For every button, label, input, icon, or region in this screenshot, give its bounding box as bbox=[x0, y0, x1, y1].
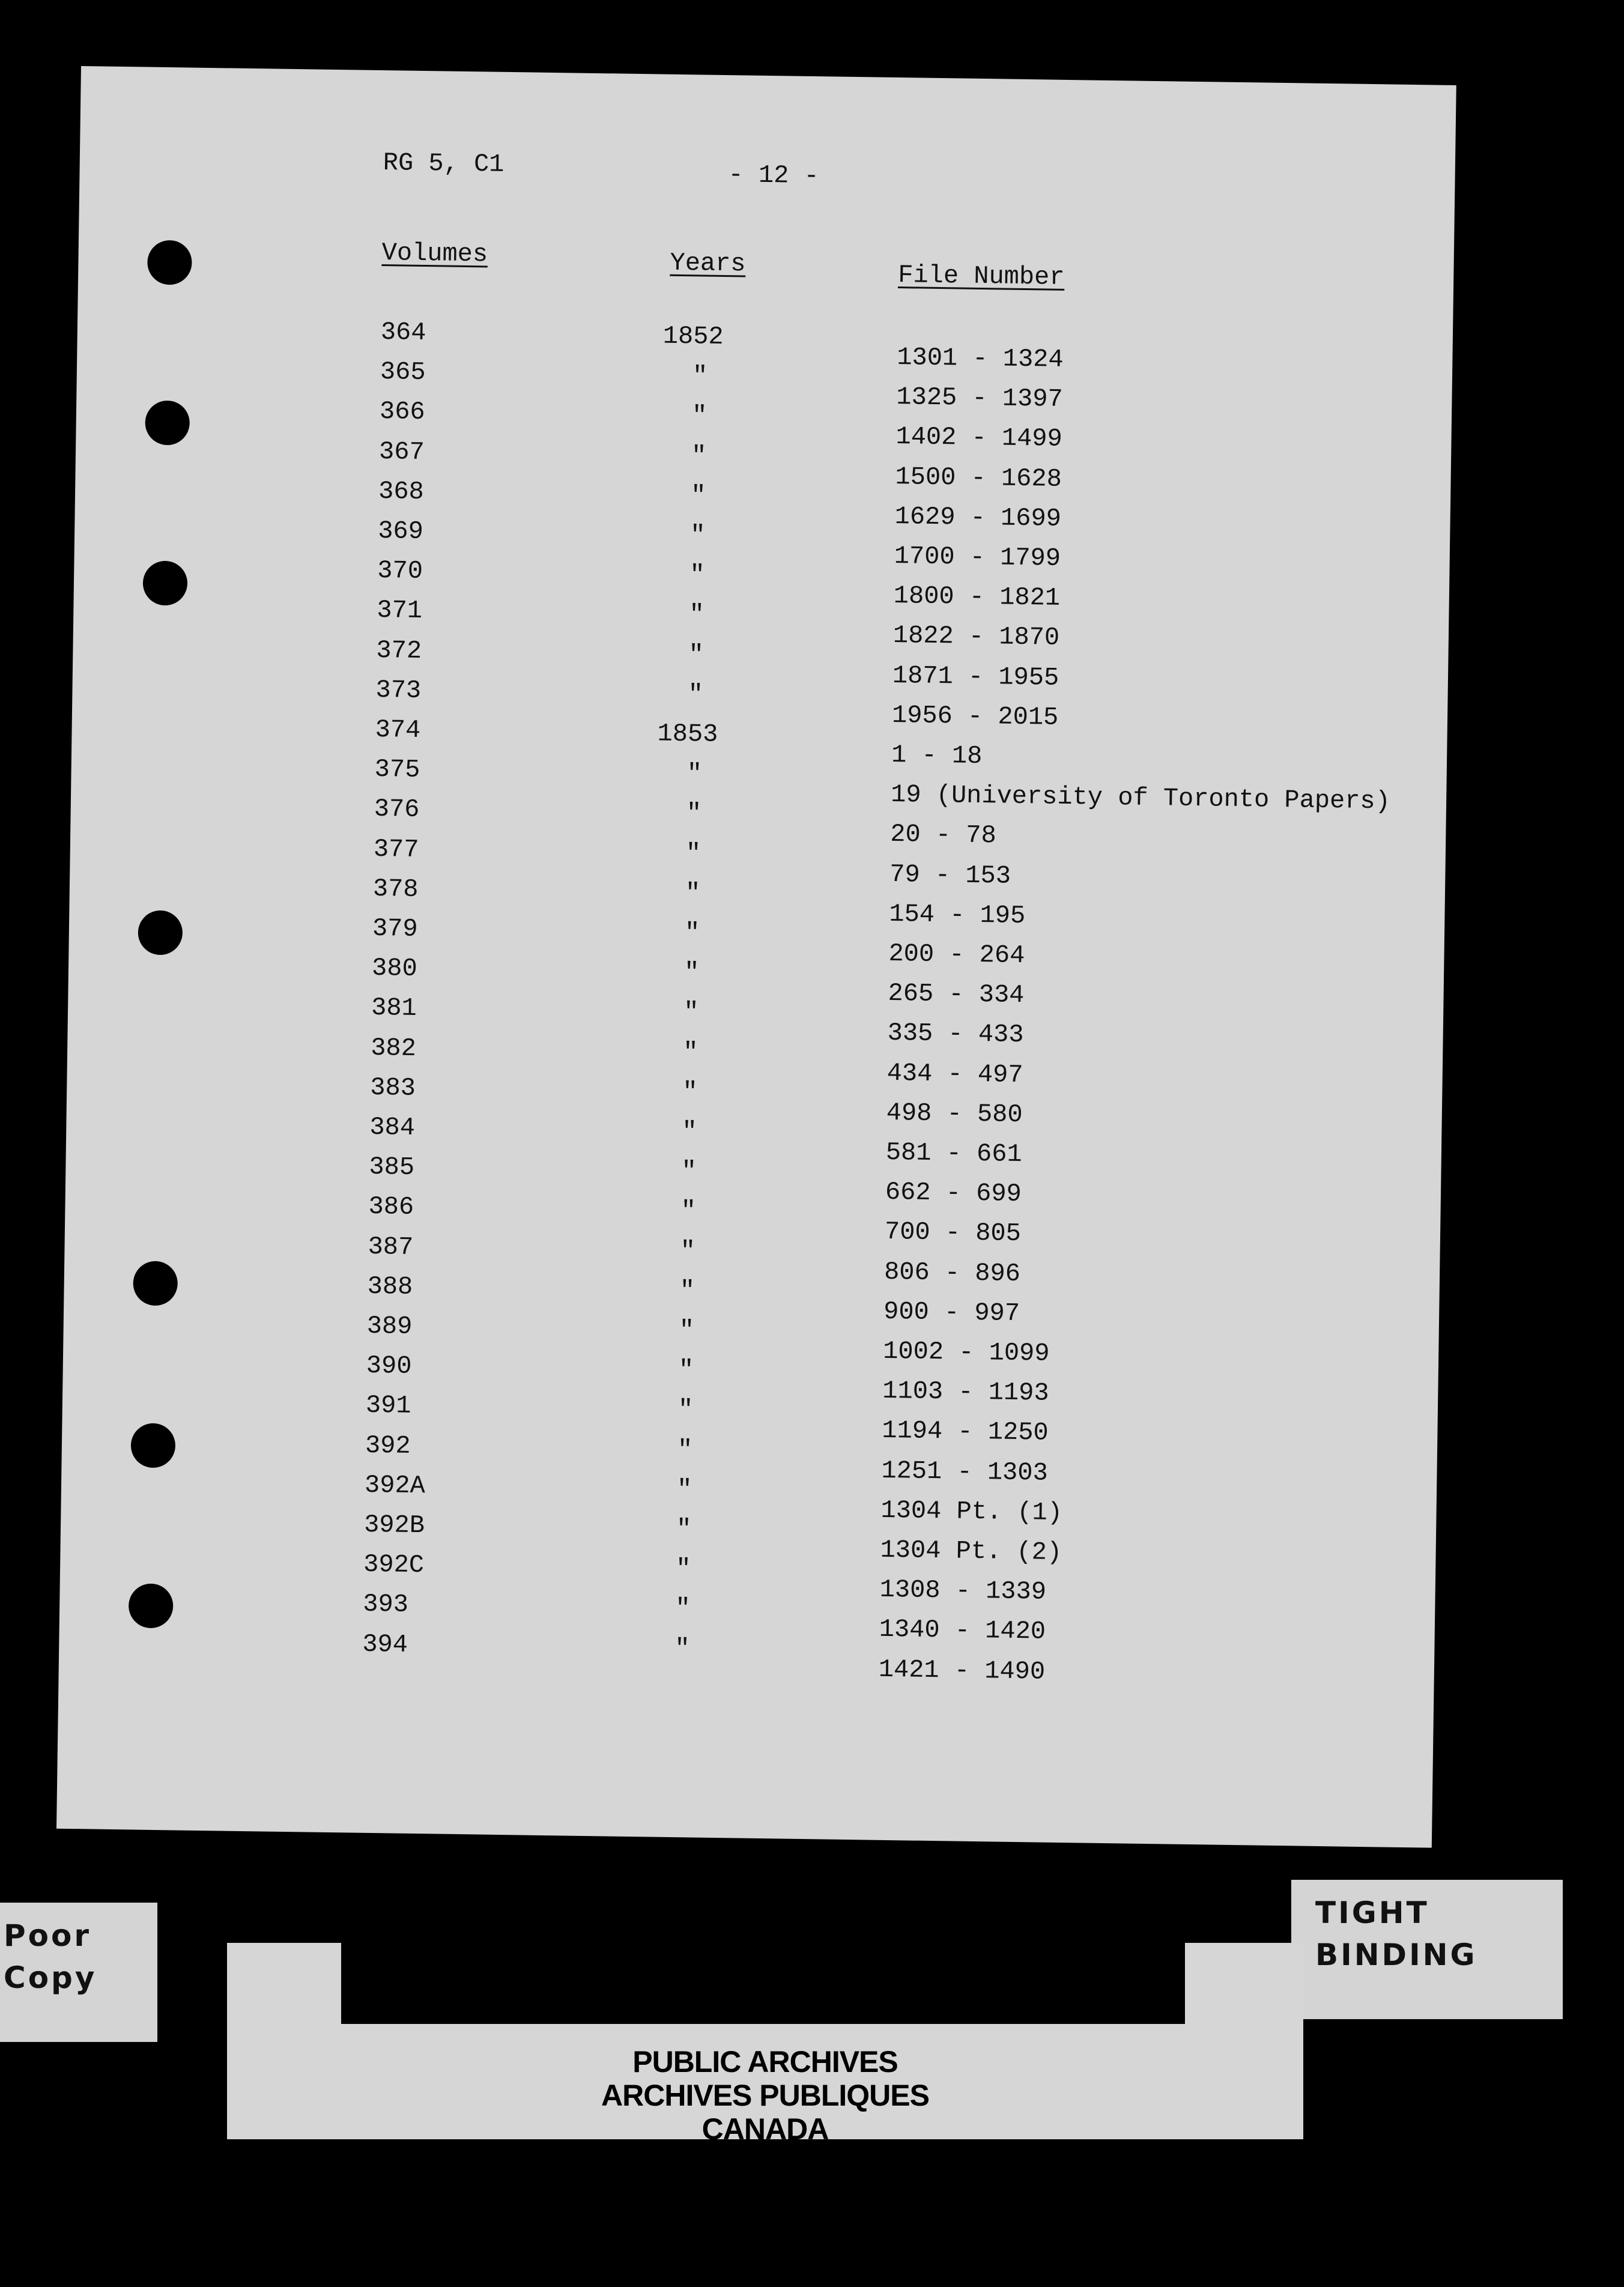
file-number-cell: 1308 - 1339 bbox=[879, 1575, 1047, 1607]
tight-binding-note: TIGHT BINDING bbox=[1291, 1880, 1563, 2019]
file-number-cell: 1301 - 1324 bbox=[897, 343, 1064, 374]
column-header-file-number: File Number bbox=[897, 261, 1065, 292]
year-cell: " bbox=[680, 1236, 696, 1266]
file-number-cell: 434 - 497 bbox=[886, 1058, 1023, 1089]
file-number-cell: 335 - 433 bbox=[887, 1019, 1024, 1050]
year-cell: " bbox=[685, 838, 701, 868]
year-cell: " bbox=[677, 1435, 693, 1465]
year-cell: " bbox=[678, 1356, 694, 1385]
stamp-line-3: CANADA bbox=[701, 2112, 829, 2146]
page-number: - 12 - bbox=[728, 160, 820, 191]
year-cell: " bbox=[683, 958, 700, 987]
file-number-cell: 1002 - 1099 bbox=[882, 1336, 1050, 1368]
volume-cell: 392C bbox=[363, 1549, 425, 1580]
volume-cell: 380 bbox=[371, 954, 418, 984]
file-number-cell: 1194 - 1250 bbox=[882, 1416, 1049, 1448]
file-number-cell: 19 (University of Toronto Papers) bbox=[890, 780, 1391, 816]
file-number-cell: 1822 - 1870 bbox=[892, 621, 1060, 653]
file-number-cell: 200 - 264 bbox=[888, 939, 1025, 971]
file-number-cell: 806 - 896 bbox=[883, 1257, 1021, 1288]
file-number-cell: 1629 - 1699 bbox=[894, 501, 1062, 533]
volume-cell: 375 bbox=[374, 755, 420, 785]
year-cell: " bbox=[682, 1077, 698, 1107]
volume-cell: 388 bbox=[367, 1271, 413, 1301]
record-group-reference: RG 5, C1 bbox=[383, 148, 504, 179]
file-number-cell: 1304 Pt. (1) bbox=[880, 1495, 1063, 1527]
stamp-line-1: PUBLIC ARCHIVES bbox=[632, 2045, 898, 2079]
file-number-cell: 1500 - 1628 bbox=[895, 462, 1062, 494]
volume-cell: 368 bbox=[378, 476, 425, 506]
volume-cell: 384 bbox=[369, 1112, 416, 1142]
volume-cell: 377 bbox=[373, 834, 419, 864]
file-number-cell: 581 - 661 bbox=[885, 1137, 1023, 1169]
file-number-cell: 1800 - 1821 bbox=[893, 581, 1061, 613]
year-cell: " bbox=[689, 600, 704, 629]
volume-cell: 370 bbox=[377, 556, 423, 586]
year-cell: " bbox=[686, 759, 703, 789]
volume-cell: 389 bbox=[366, 1311, 413, 1341]
year-cell: " bbox=[686, 799, 702, 828]
volume-cell: 365 bbox=[380, 357, 426, 387]
binder-hole bbox=[147, 240, 192, 285]
volume-cell: 371 bbox=[377, 596, 423, 626]
year-cell: " bbox=[674, 1634, 690, 1663]
year-cell: 1852 bbox=[662, 321, 724, 351]
volume-cell: 373 bbox=[375, 675, 422, 705]
column-header-years: Years bbox=[670, 248, 746, 279]
archives-stamp bbox=[227, 1943, 1303, 2146]
volume-cell: 392 bbox=[365, 1431, 411, 1461]
year-cell: " bbox=[680, 1196, 697, 1226]
file-number-cell: 1421 - 1490 bbox=[878, 1655, 1046, 1686]
poor-copy-note: Poor Copy bbox=[0, 1903, 157, 2042]
file-number-cell: 662 - 699 bbox=[885, 1178, 1022, 1209]
file-number-cell: 1304 Pt. (2) bbox=[880, 1535, 1062, 1568]
volume-cell: 364 bbox=[380, 318, 426, 348]
volume-cell: 386 bbox=[368, 1192, 414, 1222]
stamp-text bbox=[227, 2045, 1303, 2146]
year-cell: " bbox=[681, 1117, 697, 1147]
volume-cell: 392B bbox=[363, 1510, 425, 1540]
column-header-volumes: Volumes bbox=[381, 238, 488, 269]
year-cell: " bbox=[683, 998, 699, 1027]
year-cell: " bbox=[677, 1395, 694, 1425]
year-cell: " bbox=[692, 362, 708, 391]
file-number-cell: 1700 - 1799 bbox=[894, 541, 1061, 573]
volume-cell: 369 bbox=[377, 516, 424, 547]
file-number-cell: 1325 - 1397 bbox=[896, 383, 1063, 414]
volume-cell: 374 bbox=[375, 715, 421, 745]
file-number-cell: 154 - 195 bbox=[889, 899, 1026, 930]
volume-cell: 392A bbox=[364, 1470, 426, 1501]
file-number-cell: 1103 - 1193 bbox=[882, 1377, 1049, 1408]
year-cell: " bbox=[685, 878, 701, 908]
file-number-cell: 498 - 580 bbox=[886, 1098, 1023, 1129]
year-cell: " bbox=[681, 1157, 697, 1186]
year-cell: " bbox=[675, 1554, 691, 1584]
volume-cell: 366 bbox=[379, 397, 425, 427]
volume-cell: 378 bbox=[372, 874, 419, 904]
year-cell: " bbox=[679, 1316, 695, 1345]
year-cell: " bbox=[691, 441, 707, 471]
year-cell: 1853 bbox=[657, 719, 718, 749]
volume-cell: 394 bbox=[362, 1629, 408, 1659]
file-number-cell: 1251 - 1303 bbox=[881, 1456, 1049, 1488]
volume-cell: 381 bbox=[371, 993, 417, 1023]
document-page bbox=[56, 66, 1456, 1848]
volume-cell: 367 bbox=[378, 437, 425, 467]
file-number-cell: 1956 - 2015 bbox=[891, 700, 1059, 732]
volume-cell: 383 bbox=[369, 1073, 416, 1103]
year-cell: " bbox=[676, 1474, 692, 1504]
volume-cell: 376 bbox=[374, 795, 420, 825]
volume-cell: 379 bbox=[372, 913, 418, 944]
stamp-line-2: ARCHIVES PUBLIQUES bbox=[601, 2079, 929, 2112]
volume-cell: 387 bbox=[368, 1232, 414, 1262]
file-number-cell: 900 - 997 bbox=[883, 1297, 1020, 1328]
year-cell: " bbox=[689, 521, 706, 550]
file-number-cell: 265 - 334 bbox=[888, 979, 1025, 1010]
file-number-cell: 1 - 18 bbox=[891, 740, 983, 771]
year-cell: " bbox=[684, 918, 700, 948]
file-number-cell: 79 - 153 bbox=[889, 859, 1011, 891]
year-cell: " bbox=[688, 640, 704, 670]
file-number-cell: 1340 - 1420 bbox=[879, 1615, 1046, 1647]
volume-cell: 382 bbox=[370, 1033, 417, 1063]
volume-cell: 372 bbox=[376, 635, 422, 665]
year-cell: " bbox=[674, 1594, 691, 1623]
year-cell: " bbox=[689, 560, 705, 590]
year-cell: " bbox=[690, 481, 706, 510]
file-number-cell: 1402 - 1499 bbox=[895, 422, 1063, 454]
year-cell: " bbox=[691, 401, 707, 431]
file-number-cell: 700 - 805 bbox=[884, 1217, 1022, 1249]
volume-cell: 393 bbox=[362, 1590, 409, 1620]
year-cell: " bbox=[679, 1276, 695, 1306]
stamp-cutout bbox=[341, 1943, 1185, 2024]
file-number-cell: 1871 - 1955 bbox=[892, 661, 1059, 692]
year-cell: " bbox=[676, 1515, 692, 1544]
volume-cell: 385 bbox=[369, 1153, 415, 1183]
volume-cell: 391 bbox=[365, 1391, 411, 1421]
year-cell: " bbox=[688, 680, 704, 709]
volume-cell: 390 bbox=[366, 1351, 412, 1381]
year-cell: " bbox=[682, 1037, 698, 1067]
file-number-cell: 20 - 78 bbox=[889, 820, 997, 850]
